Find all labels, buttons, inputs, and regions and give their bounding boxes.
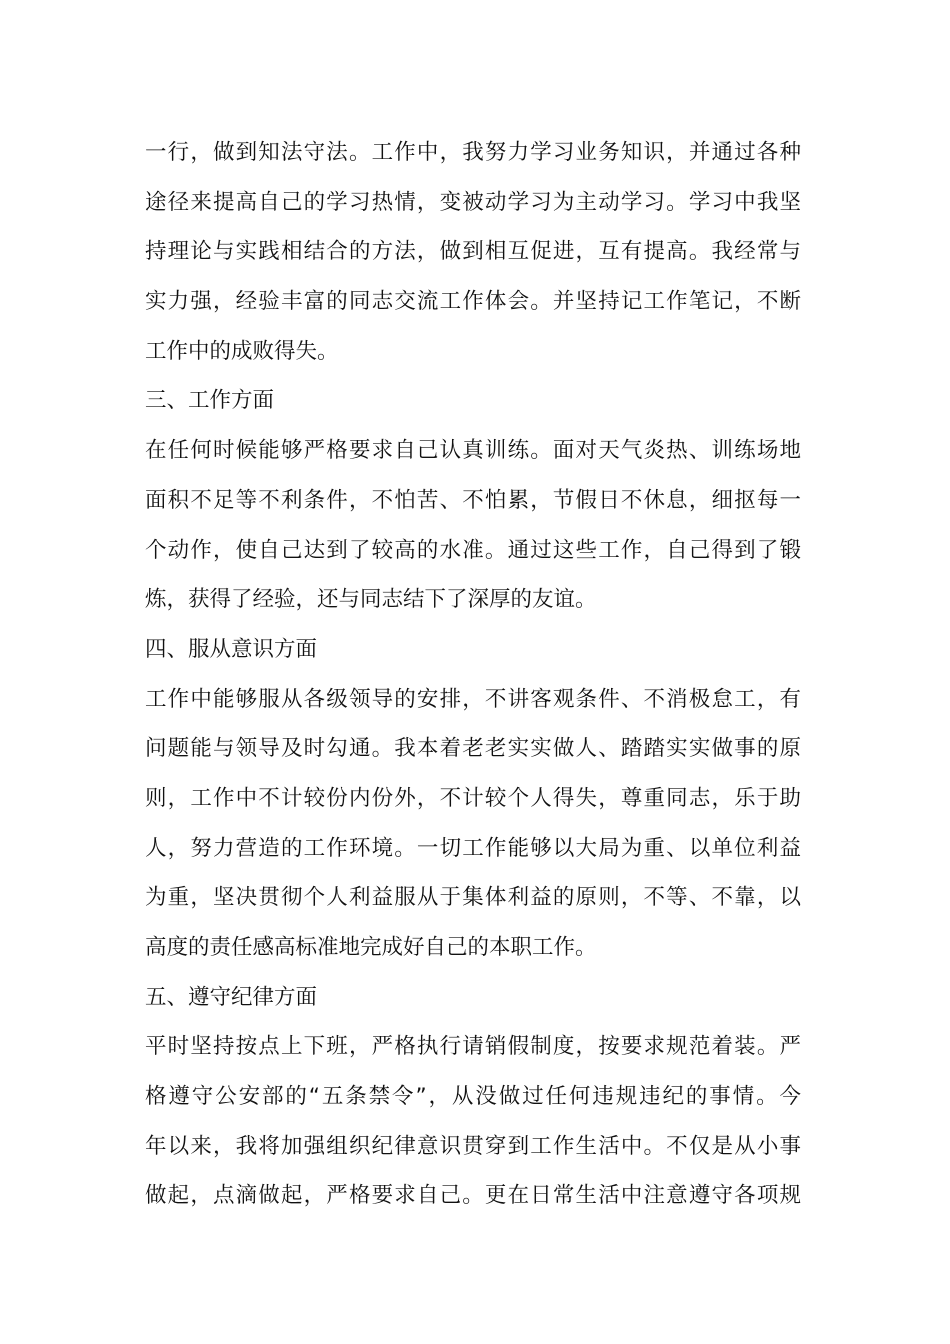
text-line: 平时坚持按点上下班，严格执行请销假制度，按要求规范着装。严	[145, 1034, 801, 1060]
text-line: 持理论与实践相结合的方法，做到相互促进，互有提高。我经常与	[145, 239, 801, 265]
section-heading: 三、工作方面	[145, 388, 275, 414]
text-line: 高度的责任感高标准地完成好自己的本职工作。	[145, 935, 597, 960]
text-line: 为重，坚决贯彻个人利益服从于集体利益的原则，不等、不靠，以	[145, 885, 801, 911]
text-line: 格遵守公安部的“五条禁令”，从没做过任何违规违纪的事情。今	[145, 1084, 801, 1110]
text-line: 炼，获得了经验，还与同志结下了深厚的友谊。	[145, 587, 597, 613]
text-line: 途径来提高自己的学习热情，变被动学习为主动学习。学习中我坚	[145, 189, 801, 215]
section-heading: 五、遵守纪律方面	[145, 984, 318, 1010]
text-line: 在任何时候能够严格要求自己认真训练。面对天气炎热、训练场地	[145, 438, 801, 464]
text-line: 实力强，经验丰富的同志交流工作体会。并坚持记工作笔记，不断	[145, 289, 801, 315]
text-line: 一行，做到知法守法。工作中，我努力学习业务知识，并通过各种	[145, 140, 801, 165]
text-line: 做起，点滴做起，严格要求自己。更在日常生活中注意遵守各项规	[145, 1183, 801, 1209]
text-line: 工作中的成败得失。	[145, 338, 339, 364]
text-line: 则，工作中不计较份内份外，不计较个人得失，尊重同志，乐于助	[145, 785, 801, 811]
document-body	[145, 128, 801, 1221]
text-line: 工作中能够服从各级领导的安排，不讲客观条件、不消极怠工，有	[145, 686, 801, 712]
text-line: 问题能与领导及时勾通。我本着老老实实做人、踏踏实实做事的原	[145, 736, 801, 762]
text-line: 年以来，我将加强组织纪律意识贯穿到工作生活中。不仅是从小事	[145, 1133, 801, 1159]
text-line: 人，努力营造的工作环境。一切工作能够以大局为重、以单位利益	[145, 835, 801, 861]
section-heading: 四、服从意识方面	[145, 636, 318, 662]
text-line: 面积不足等不利条件，不怕苦、不怕累，节假日不休息，细抠每一	[145, 487, 801, 513]
text-line: 个动作，使自己达到了较高的水准。通过这些工作，自己得到了锻	[145, 537, 801, 563]
